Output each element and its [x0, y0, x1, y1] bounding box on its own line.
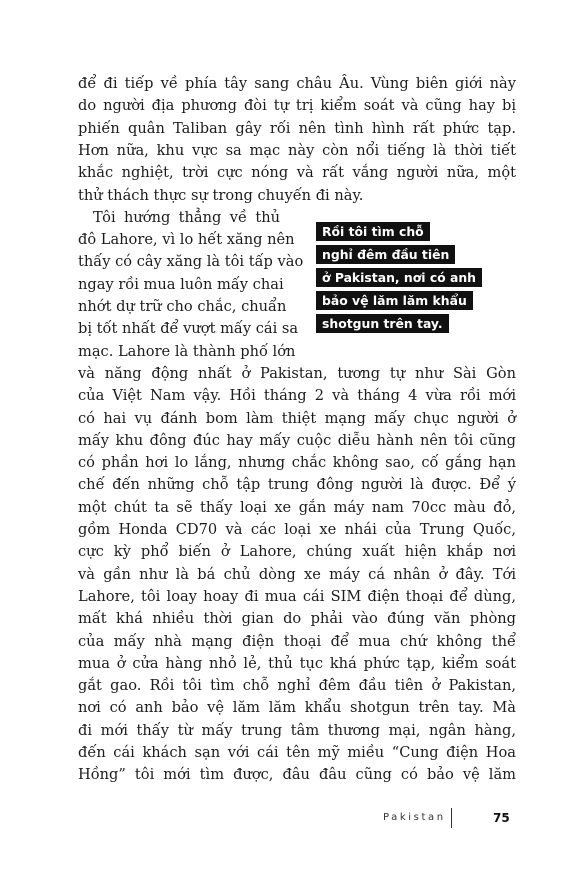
body-line: Tôi hướng thẳng về thủ	[93, 208, 280, 226]
body-line: mạc. Lahore là thành phố lớn	[78, 342, 296, 360]
body-line: cực kỳ phổ biến ở Lahore, chúng xuất hiện khắp nơi	[78, 543, 516, 561]
pull-quote-line: bảo vệ lăm lăm khẩu	[316, 291, 473, 310]
body-line: có hai vụ đánh bom làm thiệt mạng mấy chục người ở	[78, 409, 516, 427]
body-line: gắt gao. Rồi tôi tìm chỗ nghỉ đêm đầu tiên ở Pakistan,	[78, 677, 516, 695]
pull-quote-line: shotgun trên tay.	[316, 314, 449, 333]
body-line: chế đến những chỗ tập trung đông người là được. Để ý	[78, 476, 516, 494]
body-line: một chút ta sẽ thấy loại xe gắn máy nam 70cc màu đỏ,	[78, 498, 516, 516]
body-line: Lahore, tôi loay hoay đi mua cái SIM điện thoại để dùng,	[78, 587, 516, 605]
body-line: đô Lahore, vì lo hết xăng nên	[78, 231, 295, 249]
body-line: mấy khu đông đúc hay mấy cuộc diễu hành nên tôi cũng	[78, 431, 516, 449]
body-line: thấy có cây xăng là tôi tấp vào	[78, 253, 304, 271]
body-line: ngay rồi mua luôn mấy chai	[78, 275, 284, 293]
pull-quote-line: ở Pakistan, nơi có anh	[316, 268, 482, 287]
body-line: và gần như là bá chủ dòng xe máy cá nhân ở đây. Tới	[78, 565, 516, 583]
body-line: bị tốt nhất để vượt mấy cái sa	[78, 320, 299, 338]
body-line: nhớt dự trữ cho chắc, chuẩn	[78, 298, 287, 315]
pull-quote-line: Rồi tôi tìm chỗ	[316, 222, 430, 241]
body-line: để đi tiếp về phía tây sang châu Âu. Vùng biên giới này	[78, 75, 516, 92]
body-line: và năng động nhất ở Pakistan, tương tự như Sài Gòn	[78, 364, 516, 382]
body-line: gồm Honda CD70 và các loại xe nhái của Trung Quốc,	[78, 521, 516, 538]
pull-quote-line: nghỉ đêm đầu tiên	[316, 245, 455, 264]
body-line: mua ở cửa hàng nhỏ lẻ, thủ tục khá phức tạp, kiểm soát	[78, 654, 516, 672]
body-line: Hơn nữa, khu vực sa mạc này còn nổi tiếng là thời tiết	[78, 141, 516, 159]
body-line: phiến quân Taliban gây rối nên tình hình rất phức tạp.	[78, 119, 516, 137]
body-line: nơi có anh bảo vệ lăm lăm khẩu shotgun trên tay. Mà	[78, 699, 516, 717]
footer-divider	[451, 808, 452, 828]
body-line: của Việt Nam vậy. Hồi tháng 2 và tháng 4 vừa rồi mới	[78, 387, 516, 405]
body-line: có phần hơi lo lắng, nhưng chắc không sao, cố gắng hạn	[78, 454, 516, 472]
pull-quote	[316, 222, 516, 337]
body-line: do người địa phương đòi tự trị kiểm soát và cũng hay bị	[78, 97, 516, 115]
body-line: đến cái khách sạn với cái tên mỹ miều “Cung điện Hoa	[78, 744, 516, 761]
body-line: khắc nghiệt, trời cực nóng và rất vắng người nữa, một	[78, 164, 516, 182]
running-footer-section: Pakistan	[383, 812, 446, 823]
body-line: mất khá nhiều thời gian do phải vào đúng văn phòng	[78, 610, 516, 628]
body-line: của mấy nhà mạng điện thoại để mua chứ không thể	[78, 632, 516, 650]
body-line: Hồng” tôi mới tìm được, đâu đâu cũng có bảo vệ lăm	[78, 766, 516, 784]
page-number: 75	[493, 811, 510, 825]
body-line: đi mới thấy từ mấy trung tâm thương mại, ngân hàng,	[78, 721, 516, 739]
body-line: thử thách thực sự trong chuyến đi này.	[78, 186, 364, 204]
